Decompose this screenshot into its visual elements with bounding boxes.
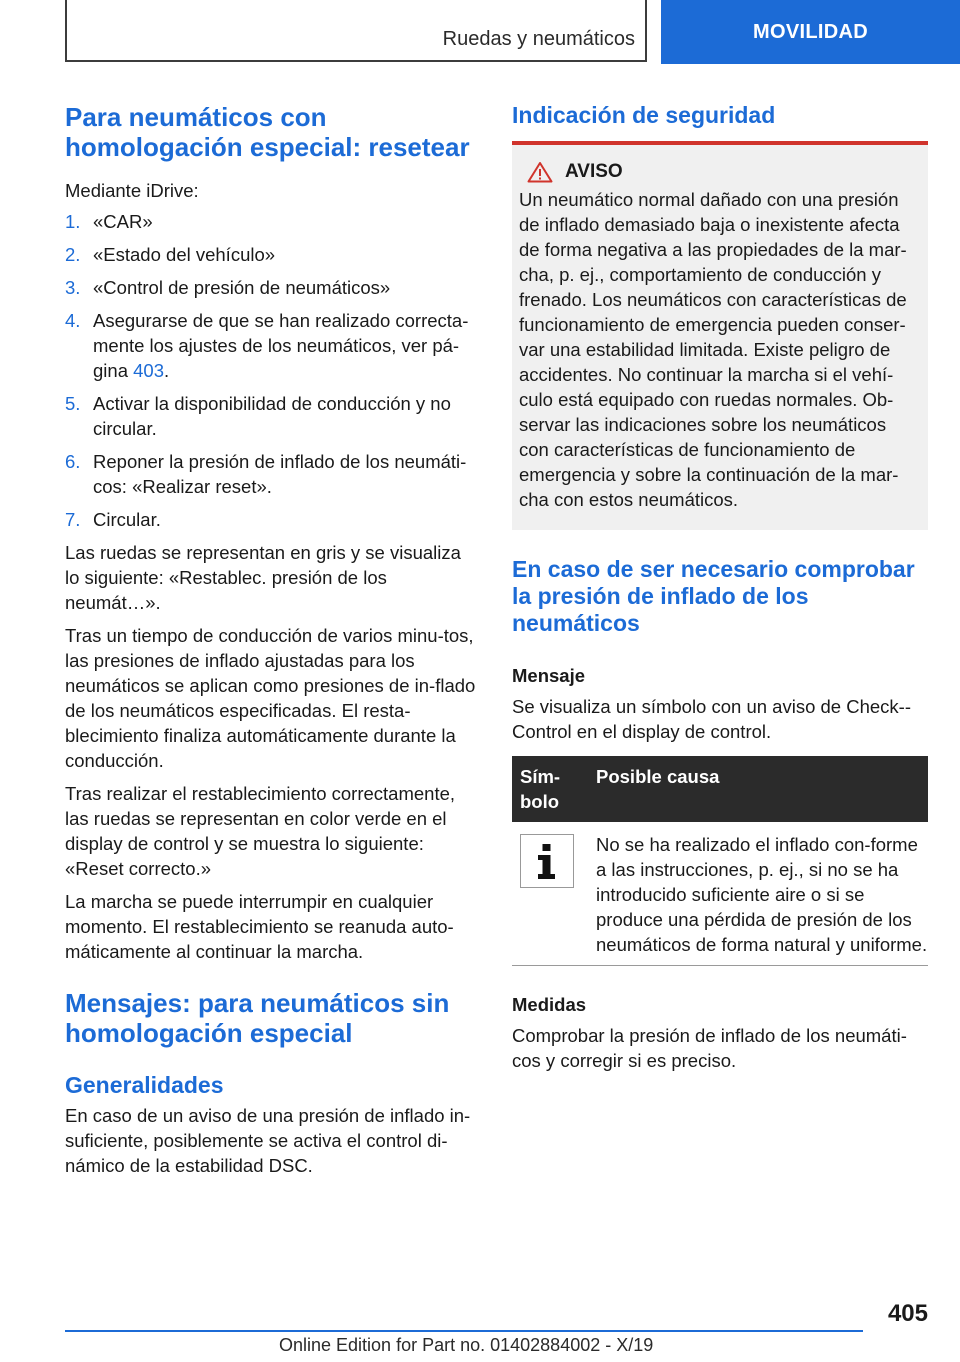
check-pressure-heading: En caso de ser necesario comprobar la presión de inflado de los neumáticos (512, 556, 915, 636)
message-subheading: Mensaje (512, 665, 586, 686)
left-column (65, 102, 477, 1178)
safety-heading: Indicación de seguridad (512, 102, 776, 128)
warning-text: Un neumático normal dañado con una presión de inflado demasiado baja o inexistente afecta de forma negativa a las propiedades de la mar‐cha, p. ej., comportamiento de conducción y frenado. Los neumáticos con características de funcionamiento de emergencia pueden conser‐var una estabilidad limitada. Existe peligro de accidentes. No continuar la marcha si el vehí‐culo está equipado con ruedas normales. Ob‐servar las indicaciones sobre los neumáticos con características de funcionamiento de emergencia y sobre la continuación de la mar‐cha con estos neumáticos. (519, 189, 907, 510)
list-item: 4. Asegurarse de que se han realizado correcta‐mente los ajustes de los neumáticos, ver pá‐gina 403. (65, 310, 469, 381)
reset-heading: Para neumáticos con homologación especial: resetear (65, 102, 470, 162)
footer-divider (65, 1330, 863, 1332)
paragraph: Las ruedas se representan en gris y se visualiza lo siguiente: «Restablec. presión de los neumát…». (65, 542, 461, 613)
list-item: 5. Activar la disponibilidad de conducción y no circular. (65, 393, 451, 439)
right-column (512, 102, 928, 1073)
list-item: 2. «Estado del vehículo» (65, 244, 276, 265)
list-item: 6. Reponer la presión de inflado de los neumáti‐cos: «Realizar reset». (65, 451, 467, 497)
cause-text: No se ha realizado el inflado con‐forme a las instrucciones, p. ej., si no se ha introducido suficiente aire o si se produce una pérdida de presión de los neumáticos de forma natural y uniforme. (596, 834, 928, 955)
chapter-tab[interactable]: MOVILIDAD (661, 0, 960, 64)
warning-box (512, 141, 928, 530)
list-item: 7. Circular. (65, 509, 161, 530)
list-item: 3. «Control de presión de neumáticos» (65, 277, 391, 298)
idrive-intro: Mediante iDrive: (65, 180, 199, 201)
column-header-symbol: Sím‐bolo (520, 766, 561, 812)
list-item: 1. «CAR» (65, 211, 153, 232)
message-text: Se visualiza un símbolo con un aviso de Check-‐Control en el display de control. (512, 696, 911, 742)
page-link-403[interactable]: 403 (133, 360, 164, 381)
symbol-table (512, 756, 928, 966)
reset-steps (65, 209, 477, 532)
messages-heading: Mensajes: para neumáticos sin homologación especial (65, 988, 450, 1048)
measures-text: Comprobar la presión de inflado de los neumáti‐cos y corregir si es preciso. (512, 1025, 907, 1071)
measures-subheading: Medidas (512, 994, 587, 1015)
column-header-cause: Posible causa (596, 766, 720, 787)
paragraph: Tras un tiempo de conducción de varios minu‐tos, las presiones de inflado ajustadas para los neumáticos se aplican como presiones de in‐flado de los neumáticos especificadas. El resta‐blecimiento finaliza automáticamente durante la conducción. (65, 625, 476, 771)
paragraph: La marcha se puede interrumpir en cualquier momento. El restablecimiento se reanuda auto‐máticamente al continuar la marcha. (65, 891, 454, 962)
paragraph: Tras realizar el restablecimiento correctamente, las ruedas se representan en color verde en el display de control y se muestra lo siguiente: «Reset correcto.» (65, 783, 456, 879)
table-header (512, 756, 928, 822)
page-number: 405 (887, 1300, 928, 1327)
warning-label: AVISO (565, 161, 623, 182)
info-icon (520, 834, 574, 888)
section-title: Ruedas y neumáticos (442, 28, 635, 50)
paragraph: En caso de un aviso de una presión de inflado in‐suficiente, posiblemente se activa el control di‐námico de la estabilidad DSC. (65, 1105, 471, 1176)
warning-triangle-icon (527, 161, 553, 183)
table-row (512, 822, 928, 966)
edition-text: Online Edition for Part no. 01402884002 - X/19 (279, 1335, 654, 1355)
general-subheading: Generalidades (65, 1072, 224, 1098)
